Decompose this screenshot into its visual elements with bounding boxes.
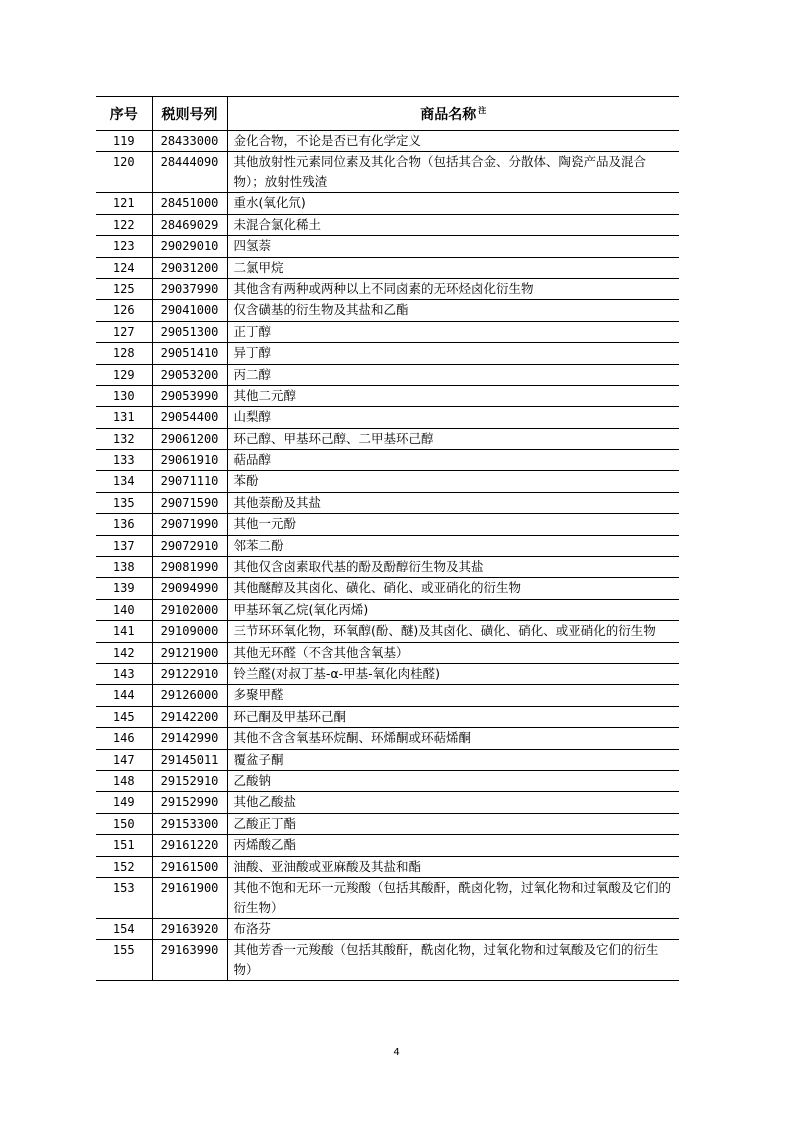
row-seq-cell: 139 xyxy=(96,578,152,599)
row-name-cell: 其他放射性元素同位素及其化合物（包括其合金、分散体、陶瓷产品及混合物）；放射性残渣 xyxy=(227,152,679,193)
row-name-cell: 油酸、亚油酸或亚麻酸及其盐和酯 xyxy=(227,856,679,877)
table-row xyxy=(96,385,679,406)
row-name-cell: 四氢萘 xyxy=(227,236,679,257)
row-code-cell: 29051300 xyxy=(152,321,227,342)
row-code-cell: 28444090 xyxy=(152,152,227,193)
tariff-table xyxy=(96,96,679,981)
row-name-cell: 铃兰醛(对叔丁基-α-甲基-氧化肉桂醛) xyxy=(227,663,679,684)
table-row xyxy=(96,663,679,684)
row-name-cell: 其他二元醇 xyxy=(227,385,679,406)
row-seq-cell: 145 xyxy=(96,706,152,727)
table-row xyxy=(96,214,679,235)
row-name-cell: 金化合物，不论是否已有化学定义 xyxy=(227,131,679,152)
table-row xyxy=(96,364,679,385)
row-name-cell: 其他含有两种或两种以上不同卤素的无环烃卤化衍生物 xyxy=(227,278,679,299)
table-row xyxy=(96,918,679,939)
row-seq-cell: 144 xyxy=(96,685,152,706)
row-code-cell: 28433000 xyxy=(152,131,227,152)
table-row xyxy=(96,835,679,856)
header-name-cell xyxy=(227,97,679,131)
row-code-cell: 29072910 xyxy=(152,535,227,556)
row-seq-cell: 130 xyxy=(96,385,152,406)
row-seq-cell: 138 xyxy=(96,557,152,578)
row-name-cell: 异丁醇 xyxy=(227,343,679,364)
table-row xyxy=(96,685,679,706)
row-name-cell: 其他芳香一元羧酸（包括其酸酐，酰卤化物，过氧化物和过氧酸及它们的衍生物） xyxy=(227,940,679,981)
table-row xyxy=(96,300,679,321)
row-code-cell: 29071990 xyxy=(152,514,227,535)
row-name-cell: 未混合氯化稀土 xyxy=(227,214,679,235)
row-name-cell: 三节环环氧化物，环氧醇(酚、醚)及其卤化、磺化、硝化、或亚硝化的衍生物 xyxy=(227,621,679,642)
row-name-cell: 环己酮及甲基环己酮 xyxy=(227,706,679,727)
table-row xyxy=(96,492,679,513)
row-name-cell: 邻苯二酚 xyxy=(227,535,679,556)
row-code-cell: 29163990 xyxy=(152,940,227,981)
row-code-cell: 29161500 xyxy=(152,856,227,877)
table-row xyxy=(96,642,679,663)
row-code-cell: 29142200 xyxy=(152,706,227,727)
row-seq-cell: 132 xyxy=(96,428,152,449)
row-seq-cell: 141 xyxy=(96,621,152,642)
row-code-cell: 29053200 xyxy=(152,364,227,385)
row-name-cell: 二氯甲烷 xyxy=(227,257,679,278)
row-seq-cell: 149 xyxy=(96,792,152,813)
row-seq-cell: 137 xyxy=(96,535,152,556)
row-code-cell: 29152910 xyxy=(152,770,227,791)
table-row xyxy=(96,599,679,620)
table-row xyxy=(96,131,679,152)
table-row xyxy=(96,621,679,642)
row-code-cell: 29081990 xyxy=(152,557,227,578)
table-row xyxy=(96,407,679,428)
table-row xyxy=(96,770,679,791)
row-seq-cell: 124 xyxy=(96,257,152,278)
row-seq-cell: 128 xyxy=(96,343,152,364)
row-code-cell: 29126000 xyxy=(152,685,227,706)
row-code-cell: 29051410 xyxy=(152,343,227,364)
row-code-cell: 29145011 xyxy=(152,749,227,770)
row-seq-cell: 120 xyxy=(96,152,152,193)
row-name-cell: 其他一元酚 xyxy=(227,514,679,535)
row-seq-cell: 143 xyxy=(96,663,152,684)
row-name-cell: 其他不饱和无环一元羧酸（包括其酸酐，酰卤化物，过氧化物和过氧酸及它们的衍生物） xyxy=(227,877,679,918)
row-seq-cell: 131 xyxy=(96,407,152,428)
row-code-cell: 28451000 xyxy=(152,193,227,214)
table-row xyxy=(96,514,679,535)
row-seq-cell: 142 xyxy=(96,642,152,663)
row-seq-cell: 122 xyxy=(96,214,152,235)
row-code-cell: 29054400 xyxy=(152,407,227,428)
header-name: 商品名称 xyxy=(420,106,477,123)
row-code-cell: 29061910 xyxy=(152,450,227,471)
row-code-cell: 29122910 xyxy=(152,663,227,684)
row-seq-cell: 151 xyxy=(96,835,152,856)
table-row xyxy=(96,706,679,727)
row-code-cell: 29153300 xyxy=(152,813,227,834)
table-row xyxy=(96,321,679,342)
row-seq-cell: 147 xyxy=(96,749,152,770)
table-row xyxy=(96,343,679,364)
row-seq-cell: 133 xyxy=(96,450,152,471)
row-name-cell: 乙酸正丁酯 xyxy=(227,813,679,834)
row-seq-cell: 127 xyxy=(96,321,152,342)
row-name-cell: 环己醇、甲基环己醇、二甲基环己醇 xyxy=(227,428,679,449)
row-name-cell: 丙二醇 xyxy=(227,364,679,385)
row-seq-cell: 126 xyxy=(96,300,152,321)
row-seq-cell: 119 xyxy=(96,131,152,152)
row-name-cell: 苯酚 xyxy=(227,471,679,492)
row-seq-cell: 148 xyxy=(96,770,152,791)
table-row xyxy=(96,856,679,877)
row-code-cell: 29053990 xyxy=(152,385,227,406)
row-code-cell: 29071590 xyxy=(152,492,227,513)
row-name-cell: 多聚甲醛 xyxy=(227,685,679,706)
row-name-cell: 萜品醇 xyxy=(227,450,679,471)
row-seq-cell: 121 xyxy=(96,193,152,214)
row-seq-cell: 146 xyxy=(96,728,152,749)
table-row xyxy=(96,428,679,449)
table-row xyxy=(96,728,679,749)
header-row xyxy=(96,97,679,131)
row-name-cell: 丙烯酸乙酯 xyxy=(227,835,679,856)
row-seq-cell: 123 xyxy=(96,236,152,257)
row-seq-cell: 150 xyxy=(96,813,152,834)
row-code-cell: 29152990 xyxy=(152,792,227,813)
row-seq-cell: 135 xyxy=(96,492,152,513)
row-name-cell: 布洛芬 xyxy=(227,918,679,939)
header-code: 税则号列 xyxy=(152,97,227,131)
row-name-cell: 山梨醇 xyxy=(227,407,679,428)
row-name-cell: 仅含磺基的衍生物及其盐和乙酯 xyxy=(227,300,679,321)
row-seq-cell: 134 xyxy=(96,471,152,492)
table-row xyxy=(96,578,679,599)
table-row xyxy=(96,257,679,278)
row-seq-cell: 140 xyxy=(96,599,152,620)
row-code-cell: 29041000 xyxy=(152,300,227,321)
table-row xyxy=(96,813,679,834)
table-header xyxy=(96,97,679,131)
row-code-cell: 29161220 xyxy=(152,835,227,856)
table-row xyxy=(96,877,679,918)
row-code-cell: 29094990 xyxy=(152,578,227,599)
row-name-cell: 重水(氧化氘) xyxy=(227,193,679,214)
row-code-cell: 28469029 xyxy=(152,214,227,235)
row-seq-cell: 125 xyxy=(96,278,152,299)
row-name-cell: 乙酸钠 xyxy=(227,770,679,791)
header-seq: 序号 xyxy=(96,97,152,131)
row-code-cell: 29142990 xyxy=(152,728,227,749)
row-name-cell: 正丁醇 xyxy=(227,321,679,342)
row-seq-cell: 153 xyxy=(96,877,152,918)
table-row xyxy=(96,535,679,556)
table-row xyxy=(96,557,679,578)
table-body xyxy=(96,131,679,981)
row-name-cell: 其他无环醛（不含其他含氧基） xyxy=(227,642,679,663)
row-name-cell: 其他仅含卤素取代基的酚及酚醇衍生物及其盐 xyxy=(227,557,679,578)
row-name-cell: 其他乙酸盐 xyxy=(227,792,679,813)
page-number: 4 xyxy=(393,1047,400,1058)
table-row xyxy=(96,749,679,770)
table-row xyxy=(96,236,679,257)
table-row xyxy=(96,792,679,813)
row-code-cell: 29061200 xyxy=(152,428,227,449)
row-seq-cell: 136 xyxy=(96,514,152,535)
row-seq-cell: 155 xyxy=(96,940,152,981)
row-code-cell: 29029010 xyxy=(152,236,227,257)
row-code-cell: 29121900 xyxy=(152,642,227,663)
row-seq-cell: 152 xyxy=(96,856,152,877)
table-row xyxy=(96,450,679,471)
row-code-cell: 29161900 xyxy=(152,877,227,918)
table-row xyxy=(96,193,679,214)
row-code-cell: 29037990 xyxy=(152,278,227,299)
row-code-cell: 29071110 xyxy=(152,471,227,492)
table-row xyxy=(96,940,679,981)
row-code-cell: 29031200 xyxy=(152,257,227,278)
table-row xyxy=(96,278,679,299)
row-name-cell: 其他不含含氧基环烷酮、环烯酮或环萜烯酮 xyxy=(227,728,679,749)
table-row xyxy=(96,471,679,492)
table-row xyxy=(96,152,679,193)
row-code-cell: 29109000 xyxy=(152,621,227,642)
row-name-cell: 甲基环氧乙烷(氧化丙烯) xyxy=(227,599,679,620)
row-name-cell: 其他萘酚及其盐 xyxy=(227,492,679,513)
row-code-cell: 29102000 xyxy=(152,599,227,620)
row-seq-cell: 154 xyxy=(96,918,152,939)
row-code-cell: 29163920 xyxy=(152,918,227,939)
header-name-note: 注 xyxy=(478,105,487,115)
row-seq-cell: 129 xyxy=(96,364,152,385)
row-name-cell: 其他醚醇及其卤化、磺化、硝化、或亚硝化的衍生物 xyxy=(227,578,679,599)
row-name-cell: 覆盆子酮 xyxy=(227,749,679,770)
